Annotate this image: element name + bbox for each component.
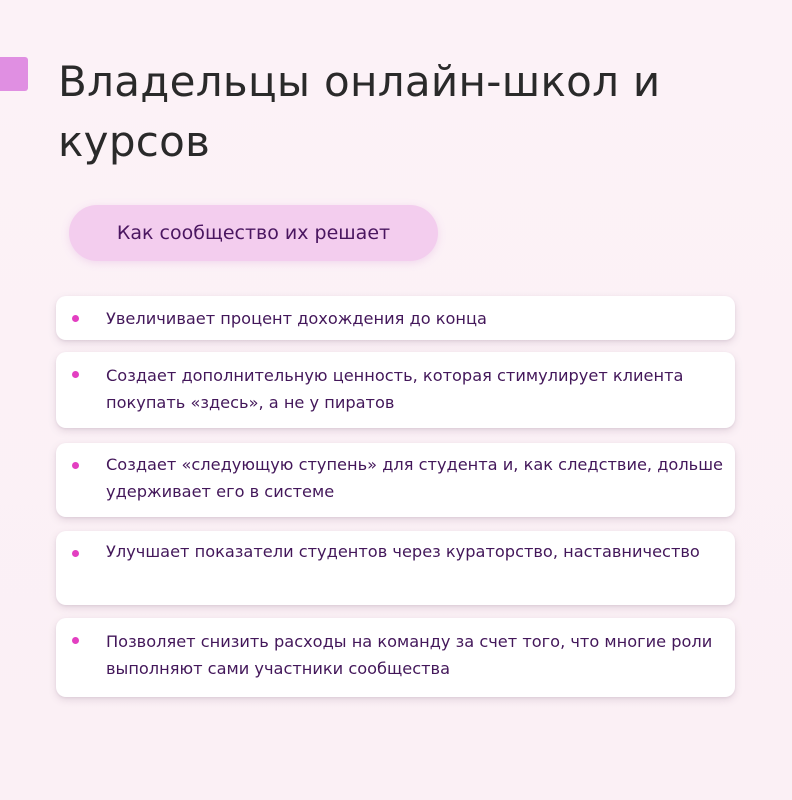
bullet-icon xyxy=(72,637,79,644)
bullet-icon xyxy=(72,315,79,322)
bullet-icon xyxy=(72,371,79,378)
list-item xyxy=(56,618,735,697)
title-accent-bar xyxy=(0,57,28,91)
list-item xyxy=(56,296,735,340)
section-label-pill xyxy=(69,205,438,261)
list-item xyxy=(56,531,735,605)
list-item xyxy=(56,443,735,517)
list-item xyxy=(56,352,735,428)
section-label-text: Как сообщество их решает xyxy=(116,222,391,244)
list-item-text: Позволяет снизить расходы на команду за счет того, что многие роли выполняют сами участники сообщества xyxy=(106,632,713,678)
page-title: Владельцы онлайн-школ и курсов xyxy=(58,57,661,166)
list-item-text: Увеличивает процент дохождения до конца xyxy=(106,309,487,328)
bullet-icon xyxy=(72,550,79,557)
list-item-text: Создает «следующую ступень» для студента и, как следствие, дольше удерживает его в системе xyxy=(106,455,723,501)
bullet-icon xyxy=(72,462,79,469)
list-item-text: Создает дополнительную ценность, которая стимулирует клиента покупать «здесь», а не у пиратов xyxy=(106,366,684,412)
list-item-text: Улучшает показатели студентов через кураторство, наставничество xyxy=(106,542,700,561)
